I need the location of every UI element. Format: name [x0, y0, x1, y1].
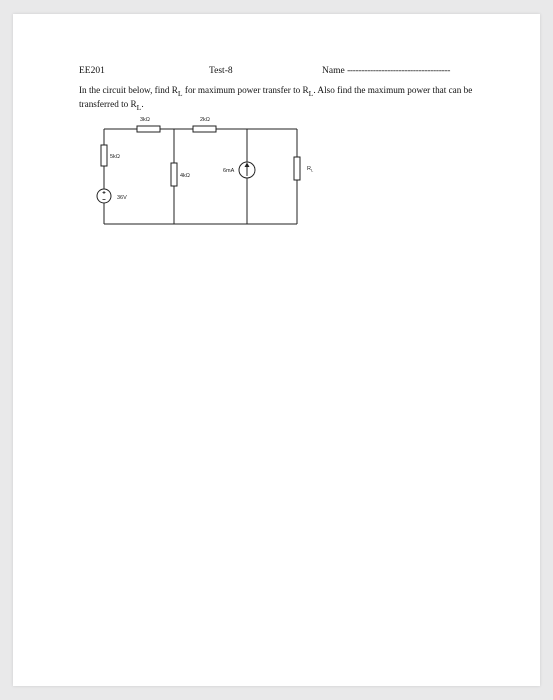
resistor-load [294, 157, 300, 180]
question-sub-2: L [308, 88, 314, 98]
label-4k: 4kΩ [180, 173, 190, 179]
resistor-4k [171, 163, 177, 186]
label-2k: 2kΩ [200, 117, 210, 123]
name-label: Name [322, 66, 345, 76]
label-rl [307, 166, 314, 173]
current-source [239, 162, 255, 178]
resistor-2k [193, 126, 216, 132]
resistor-5k [101, 145, 107, 166]
question-sub-3: L [136, 103, 142, 113]
voltage-source [97, 189, 111, 203]
label-rl-sub: L [310, 167, 314, 173]
label-36v: 36V [117, 195, 127, 201]
label-6ma: 6mA [223, 168, 235, 174]
question-part-4: . [141, 99, 144, 110]
resistor-3k [137, 126, 160, 132]
label-rl-main: R [307, 166, 311, 172]
question-sub-1: L [177, 88, 183, 98]
label-5k: 5kΩ [110, 154, 120, 160]
name-blank-line: ------------------------------------ [347, 66, 451, 76]
test-number: Test-8 [209, 66, 233, 76]
question-part-1: In the circuit below, find R [79, 85, 178, 95]
label-3k: 3kΩ [140, 117, 150, 123]
course-code: EE201 [79, 66, 105, 76]
question-part-2: for maximum power transfer to R [182, 85, 309, 95]
question-part-3: . Also find the maximum power that can be transferred to R [79, 85, 473, 110]
